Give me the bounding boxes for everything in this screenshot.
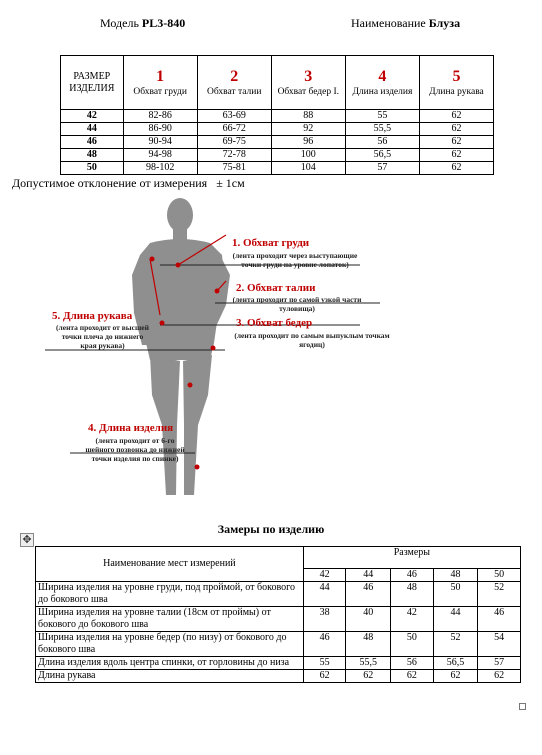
size-col-header [197, 56, 271, 110]
size-cell: 44 [61, 123, 124, 136]
measure-value: 62 [433, 670, 478, 683]
garment-header-row [36, 547, 521, 569]
value-cell: 62 [419, 123, 493, 136]
measure-value: 44 [433, 607, 478, 632]
garment-table [35, 546, 521, 683]
value-cell: 62 [419, 110, 493, 123]
measure-value: 46 [346, 582, 391, 607]
size-row [61, 149, 494, 162]
value-cell: 75-81 [197, 162, 271, 175]
garment-row [36, 670, 521, 683]
size-row [61, 162, 494, 175]
value-cell: 90-94 [123, 136, 197, 149]
value-cell: 57 [345, 162, 419, 175]
tolerance-text: Допустимое отклонение от измерения [12, 176, 208, 190]
size-row [61, 136, 494, 149]
col-caption: Обхват бедер I. [277, 86, 340, 97]
value-cell: 56 [345, 136, 419, 149]
measure-value: 48 [346, 632, 391, 657]
col-caption: Обхват груди [133, 86, 187, 97]
measure-value: 40 [346, 607, 391, 632]
model-header [100, 16, 185, 31]
measure-value: 62 [478, 670, 521, 683]
sleeve-note: (лента проходит от высшей точки плеча до нижнего края рукава) [56, 323, 149, 350]
size-header-cell: 44 [346, 569, 391, 582]
garment-row [36, 607, 521, 632]
value-cell: 72-78 [197, 149, 271, 162]
size-col-header [271, 56, 345, 110]
size-table-header-row [61, 56, 494, 110]
sizes-header-cell: Размеры [303, 547, 520, 569]
measure-name: Ширина изделия на уровне талии (18см от проймы) от бокового до бокового шва [36, 607, 304, 632]
measure-value: 62 [391, 670, 434, 683]
value-cell: 96 [271, 136, 345, 149]
length-label: 4. Длина изделия [88, 422, 174, 434]
measure-value: 52 [433, 632, 478, 657]
value-cell: 62 [419, 162, 493, 175]
measure-value: 56 [391, 657, 434, 670]
col-number: 1 [156, 67, 165, 85]
col-number: 3 [304, 67, 313, 85]
length-note: (лента проходит от 6-го шейного позвонка до нижней точки изделия по спинке) [85, 436, 185, 463]
name-header-cell: Наименование мест измерений [36, 547, 304, 582]
size-header-cell: 50 [478, 569, 521, 582]
measure-value: 46 [303, 632, 346, 657]
value-cell: 69-75 [197, 136, 271, 149]
measure-value: 50 [391, 632, 434, 657]
measure-name: Длина рукава [36, 670, 304, 683]
value-cell: 56,5 [345, 149, 419, 162]
value-cell: 55 [345, 110, 419, 123]
garment-table-title: Замеры по изделию [217, 522, 325, 536]
table-move-handle-icon[interactable]: ✥ [20, 533, 34, 547]
value-cell: 94-98 [123, 149, 197, 162]
measure-value: 55,5 [346, 657, 391, 670]
value-cell: 100 [271, 149, 345, 162]
col-caption: Обхват талии [207, 86, 262, 97]
measure-value: 48 [391, 582, 434, 607]
name-value: Блуза [428, 16, 461, 30]
size-header-cell: 42 [303, 569, 346, 582]
size-row [61, 110, 494, 123]
name-header [351, 16, 460, 31]
measure-value: 44 [303, 582, 346, 607]
col-number: 4 [378, 67, 387, 85]
value-cell: 86-90 [123, 123, 197, 136]
col-number: 5 [452, 67, 461, 85]
model-label: Модель [100, 16, 139, 30]
sleeve-label: 5. Длина рукава [52, 310, 133, 322]
measure-value: 50 [433, 582, 478, 607]
value-cell: 98-102 [123, 162, 197, 175]
value-cell: 62 [419, 136, 493, 149]
size-cell: 42 [61, 110, 124, 123]
size-cell: 46 [61, 136, 124, 149]
hips-label: 3. Обхват бедер [236, 317, 313, 329]
measure-value: 62 [346, 670, 391, 683]
tolerance-note [12, 176, 245, 191]
measure-name: Ширина изделия на уровне груди, под проймой, от бокового до бокового шва [36, 582, 304, 607]
measure-value: 62 [303, 670, 346, 683]
size-col-header [123, 56, 197, 110]
garment-row [36, 582, 521, 607]
garment-row [36, 657, 521, 670]
value-cell: 66-72 [197, 123, 271, 136]
value-cell: 104 [271, 162, 345, 175]
size-corner-cell [61, 56, 124, 110]
chest-note: (лента проходит через выступающие точки груди на уровне лопаток) [232, 251, 358, 269]
value-cell: 88 [271, 110, 345, 123]
measure-value: 42 [391, 607, 434, 632]
value-cell: 62 [419, 149, 493, 162]
garment-row [36, 632, 521, 657]
value-cell: 55,5 [345, 123, 419, 136]
measure-value: 54 [478, 632, 521, 657]
model-code: PL3-840 [141, 16, 186, 30]
size-cell: 48 [61, 149, 124, 162]
value-cell: 63-69 [197, 110, 271, 123]
measure-name: Ширина изделия на уровне бедер (по низу) от бокового до бокового шва [36, 632, 304, 657]
hips-note: (лента проходит по самым выпуклым точкам ягодиц) [234, 331, 390, 349]
tolerance-value: ± 1см [216, 176, 245, 190]
col-caption: Длина изделия [352, 86, 413, 97]
waist-note: (лента проходит по самой узкой части туловища) [232, 295, 362, 313]
chest-label: 1. Обхват груди [232, 237, 310, 249]
measure-value: 56,5 [433, 657, 478, 670]
size-row [61, 123, 494, 136]
name-label: Наименование [351, 16, 426, 30]
waist-label: 2. Обхват талии [236, 282, 316, 294]
measure-value: 57 [478, 657, 521, 670]
size-col-header [345, 56, 419, 110]
size-header-cell: 48 [433, 569, 478, 582]
measure-value: 46 [478, 607, 521, 632]
size-header-cell: 46 [391, 569, 434, 582]
measure-value: 55 [303, 657, 346, 670]
measure-name: Длина изделия вдоль центра спинки, от горловины до низа [36, 657, 304, 670]
size-table [60, 55, 494, 175]
size-corner-label-1: РАЗМЕР [73, 70, 111, 82]
col-number: 2 [230, 67, 239, 85]
value-cell: 82-86 [123, 110, 197, 123]
size-cell: 50 [61, 162, 124, 175]
col-caption: Длина рукава [429, 86, 484, 97]
value-cell: 92 [271, 123, 345, 136]
measure-value: 52 [478, 582, 521, 607]
table-resize-handle[interactable] [519, 703, 526, 710]
size-corner-label-2: ИЗДЕЛИЯ [69, 82, 115, 94]
measure-value: 38 [303, 607, 346, 632]
size-col-header [419, 56, 493, 110]
